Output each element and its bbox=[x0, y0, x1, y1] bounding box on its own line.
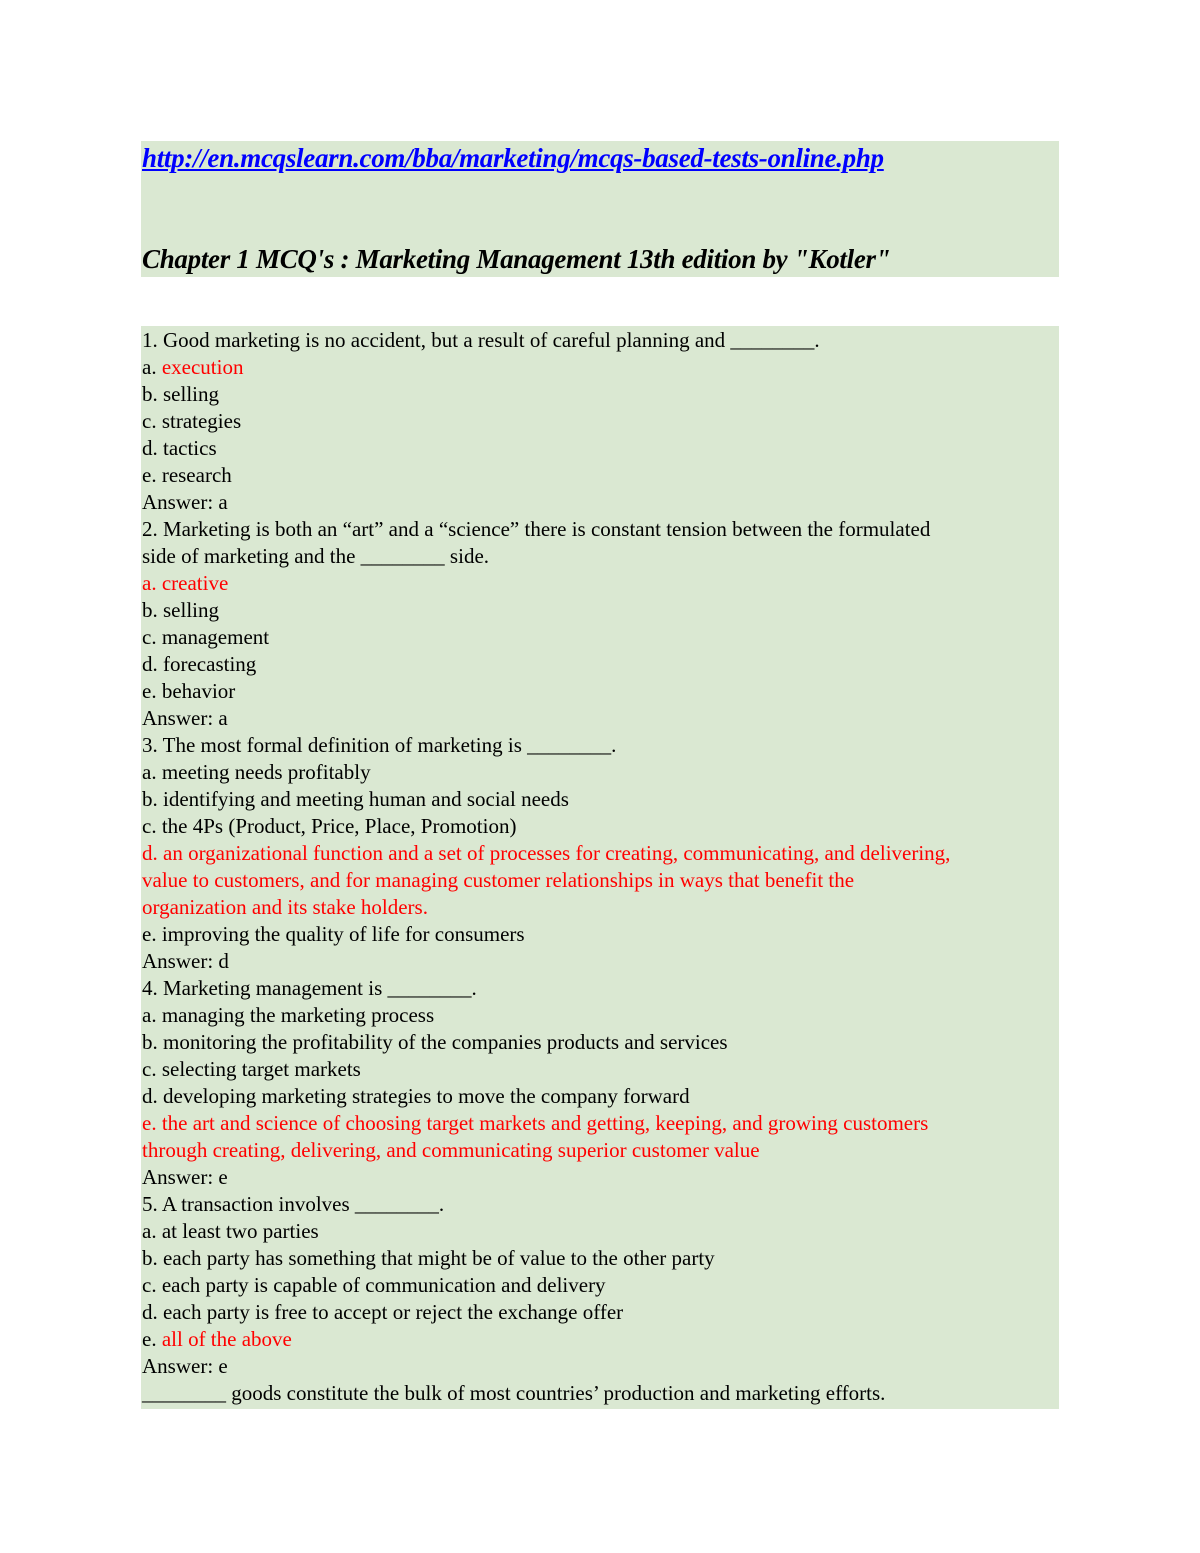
question-2-line-1: 2. Marketing is both an “art” and a “science” there is constant tension between the formulated bbox=[142, 517, 931, 541]
q4-option-e-correct-line-2: through creating, delivering, and communicating superior customer value bbox=[142, 1138, 760, 1162]
q4-option-e-correct-line-1: e. the art and science of choosing target markets and getting, keeping, and growing customers bbox=[142, 1111, 929, 1135]
q4-option-b: b. monitoring the profitability of the companies products and services bbox=[142, 1030, 728, 1054]
q4-option-a: a. managing the marketing process bbox=[142, 1003, 435, 1027]
q5-option-c: c. each party is capable of communication and delivery bbox=[142, 1273, 606, 1297]
q3-option-c: c. the 4Ps (Product, Price, Place, Promotion) bbox=[142, 814, 517, 838]
q1-option-a bbox=[142, 354, 1054, 381]
q5-answer: Answer: e bbox=[142, 1354, 228, 1378]
chapter-title: Chapter 1 MCQ's : Marketing Management 13th edition by "Kotler" bbox=[142, 244, 891, 274]
q1-option-d: d. tactics bbox=[142, 436, 217, 460]
header-block bbox=[141, 141, 1059, 277]
question-6: ________ goods constitute the bulk of most countries’ production and marketing efforts. bbox=[142, 1381, 886, 1405]
question-5: 5. A transaction involves ________. bbox=[142, 1192, 445, 1216]
question-1: 1. Good marketing is no accident, but a result of careful planning and ________. bbox=[142, 328, 820, 352]
q3-answer: Answer: d bbox=[142, 949, 229, 973]
quiz-content bbox=[142, 327, 1054, 1407]
question-2-line-2: side of marketing and the ________ side. bbox=[142, 544, 490, 568]
q1-option-e: e. research bbox=[142, 463, 232, 487]
q2-option-c: c. management bbox=[142, 625, 270, 649]
q1-option-a-correct: execution bbox=[161, 355, 244, 379]
q1-answer: Answer: a bbox=[142, 490, 228, 514]
q3-option-d-correct-line-3: organization and its stake holders. bbox=[142, 895, 428, 919]
q2-option-d: d. forecasting bbox=[142, 652, 257, 676]
quiz-block bbox=[141, 326, 1059, 1409]
q2-option-b: b. selling bbox=[142, 598, 219, 622]
q1-option-c: c. strategies bbox=[142, 409, 242, 433]
question-3: 3. The most formal definition of marketing is ________. bbox=[142, 733, 617, 757]
q3-option-b: b. identifying and meeting human and social needs bbox=[142, 787, 569, 811]
q5-option-d: d. each party is free to accept or reject the exchange offer bbox=[142, 1300, 624, 1324]
q1-option-b: b. selling bbox=[142, 382, 219, 406]
q5-option-a: a. at least two parties bbox=[142, 1219, 319, 1243]
q5-option-e-correct: all of the above bbox=[161, 1327, 292, 1351]
q4-answer: Answer: e bbox=[142, 1165, 228, 1189]
q2-option-e: e. behavior bbox=[142, 679, 236, 703]
q3-option-d-correct-line-2: value to customers, and for managing customer relationships in ways that benefit the bbox=[142, 868, 855, 892]
q5-option-b: b. each party has something that might be of value to the other party bbox=[142, 1246, 715, 1270]
q3-option-a: a. meeting needs profitably bbox=[142, 760, 371, 784]
q3-option-d-correct-line-1: d. an organizational function and a set of processes for creating, communicating, and delivering, bbox=[142, 841, 951, 865]
q5-option-e bbox=[142, 1326, 1054, 1353]
q4-option-d: d. developing marketing strategies to move the company forward bbox=[142, 1084, 690, 1108]
q5-option-e-prefix: e. bbox=[142, 1327, 162, 1351]
q1-option-a-prefix: a. bbox=[142, 355, 162, 379]
q2-option-a-correct: a. creative bbox=[142, 571, 229, 595]
question-4: 4. Marketing management is ________. bbox=[142, 976, 477, 1000]
q4-option-c: c. selecting target markets bbox=[142, 1057, 361, 1081]
q3-option-e: e. improving the quality of life for consumers bbox=[142, 922, 525, 946]
source-url-link[interactable]: http://en.mcqslearn.com/bba/marketing/mcqs-based-tests-online.php bbox=[142, 143, 884, 173]
q2-answer: Answer: a bbox=[142, 706, 228, 730]
